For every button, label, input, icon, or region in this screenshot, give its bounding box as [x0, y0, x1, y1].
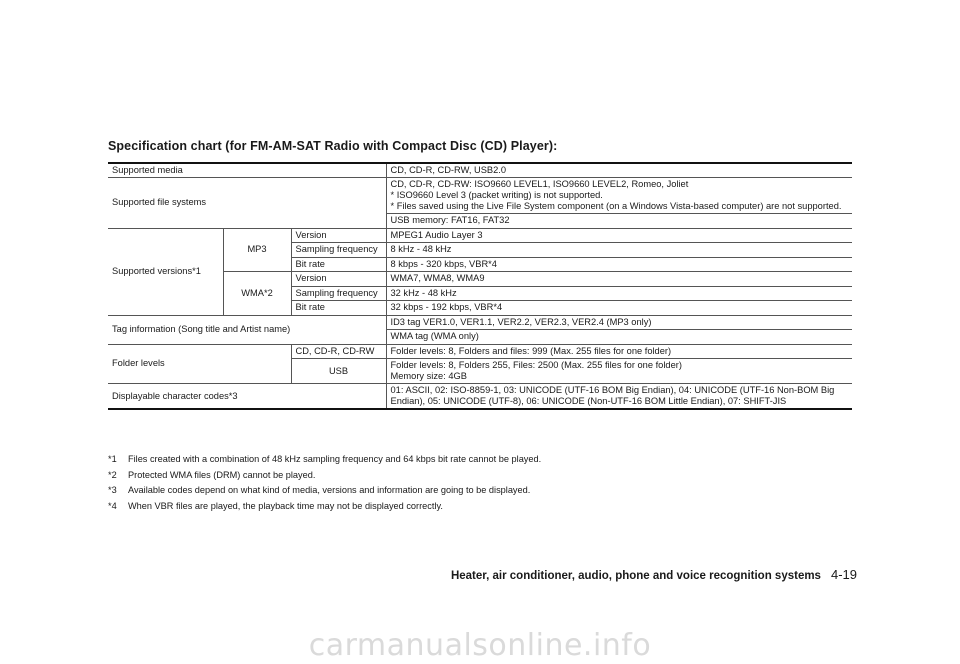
row-label-charcodes: Displayable character codes*3 [108, 384, 386, 410]
footnotes [108, 452, 868, 514]
spec-key: Sampling frequency [291, 243, 386, 258]
row-value-tag: WMA tag (WMA only) [386, 330, 852, 345]
watermark: carmanualsonline.info [308, 628, 652, 663]
row-label-tag: Tag information (Song title and Artist name) [108, 315, 386, 344]
row-value-tag: ID3 tag VER1.0, VER1.1, VER2.2, VER2.3, VER2.4 (MP3 only) [386, 315, 852, 330]
footnote-mark: *4 [108, 500, 117, 511]
footnote [108, 452, 868, 468]
filesystems-cd-note: * ISO9660 Level 3 (packet writing) is not supported. [390, 190, 603, 200]
spec-key: Bit rate [291, 257, 386, 272]
footer-section-title: Heater, air conditioner, audio, phone and voice recognition systems [450, 570, 821, 582]
footnote-text: Available codes depend on what kind of media, versions and information are going to be displayed. [128, 485, 531, 496]
spec-value: 32 kHz - 48 kHz [386, 286, 852, 301]
page-number: 4-19 [830, 567, 857, 582]
folder-usb-line: Folder levels: 8, Folders 255, Files: 2500 (Max. 255 files for one folder) [390, 360, 682, 370]
row-value-filesystems-cd [386, 178, 852, 214]
spec-key: Version [291, 228, 386, 243]
row-value-filesystems-usb: USB memory: FAT16, FAT32 [386, 214, 852, 229]
row-value-charcodes: 01: ASCII, 02: ISO-8859-1, 03: UNICODE (UTF-16 BOM Big Endian), 04: UNICODE (UTF-16 Non-BOM Big Endian), 05: UNICODE (UTF-8), 06: UNICODE (Non-UTF-16 BOM Little Endian), 07: SHIFT-JIS [386, 384, 852, 410]
row-label-folders: Folder levels [108, 344, 291, 384]
footnote [108, 468, 868, 484]
row-value-media: CD, CD-R, CD-RW, USB2.0 [386, 163, 852, 178]
table-row [108, 315, 852, 330]
folder-key-usb: USB [291, 359, 386, 384]
folder-key-cd: CD, CD-R, CD-RW [291, 344, 386, 359]
page-footer [451, 567, 857, 582]
footnote [108, 483, 868, 499]
footnote-text: Files created with a combination of 48 kHz sampling frequency and 64 kbps bit rate cannot be played. [128, 454, 542, 464]
footnote-mark: *3 [108, 485, 117, 496]
spec-value: 8 kHz - 48 kHz [386, 243, 852, 258]
table-row [108, 163, 852, 178]
row-label-filesystems: Supported file systems [108, 178, 386, 229]
spec-value: 32 kbps - 192 kbps, VBR*4 [386, 301, 852, 316]
footnote-text: When VBR files are played, the playback time may not be displayed correctly. [128, 500, 443, 511]
spec-value: 8 kbps - 320 kbps, VBR*4 [386, 257, 852, 272]
table-row [108, 228, 852, 243]
row-label-media: Supported media [108, 163, 386, 178]
format-label-wma: WMA*2 [223, 272, 291, 316]
footnote-mark: *1 [108, 454, 117, 464]
filesystems-cd-note: * Files saved using the Live File System component (on a Windows Vista-based computer) are not supported. [390, 201, 842, 211]
folder-value-cd: Folder levels: 8, Folders and files: 999 (Max. 255 files for one folder) [386, 344, 852, 359]
format-label-mp3: MP3 [223, 228, 291, 272]
folder-value-usb [386, 359, 852, 384]
footnote [108, 499, 868, 515]
footnote-text: Protected WMA files (DRM) cannot be played. [128, 469, 316, 480]
spec-key: Sampling frequency [291, 286, 386, 301]
spec-value: WMA7, WMA8, WMA9 [386, 272, 852, 287]
footnote-mark: *2 [108, 469, 117, 480]
specification-table [108, 162, 852, 410]
folder-usb-line: Memory size: 4GB [390, 371, 467, 381]
spec-key: Version [291, 272, 386, 287]
table-row [108, 384, 852, 410]
row-label-versions: Supported versions*1 [108, 228, 223, 315]
section-heading: Specification chart (for FM-AM-SAT Radio with Compact Disc (CD) Player): [108, 139, 558, 153]
filesystems-cd-line: CD, CD-R, CD-RW: ISO9660 LEVEL1, ISO9660 LEVEL2, Romeo, Joliet [390, 179, 689, 189]
spec-value: MPEG1 Audio Layer 3 [386, 228, 852, 243]
table-row [108, 178, 852, 214]
table-row [108, 344, 852, 359]
spec-key: Bit rate [291, 301, 386, 316]
